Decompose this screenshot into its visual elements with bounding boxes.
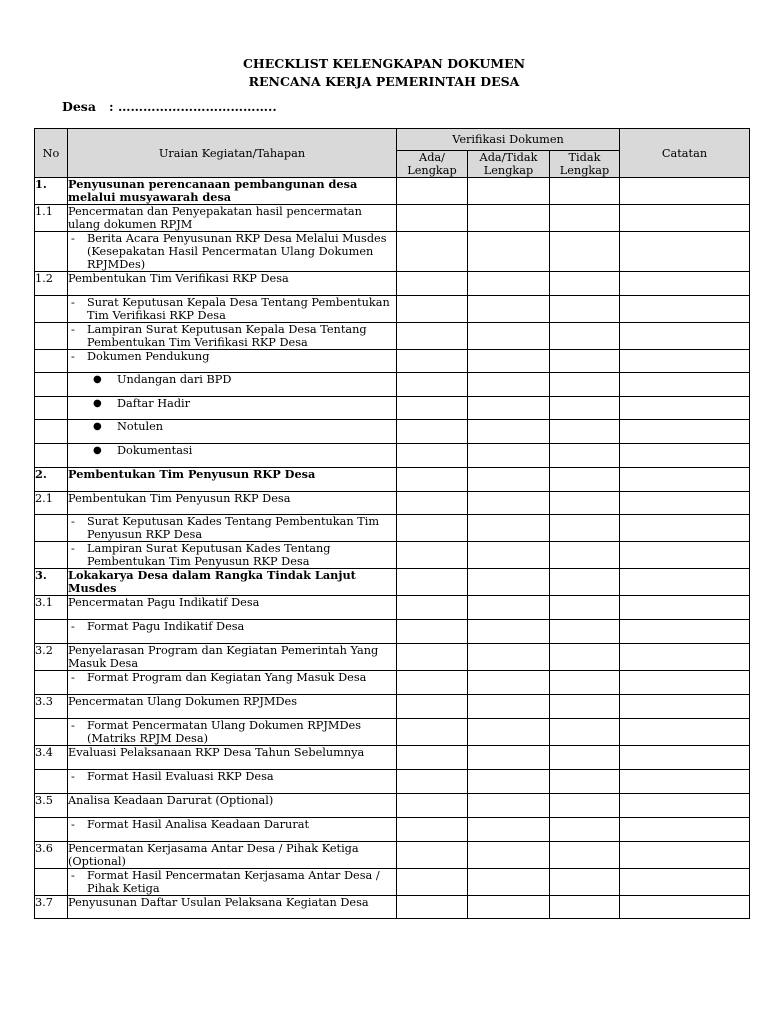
dash-marker: - xyxy=(71,869,75,882)
dash-marker: - xyxy=(71,350,75,363)
tidak-lengkap-cell[interactable] xyxy=(550,542,620,569)
row-description xyxy=(68,296,397,323)
ada-lengkap-cell[interactable] xyxy=(397,842,468,869)
ada-tidak-lengkap-cell[interactable] xyxy=(468,492,550,515)
ada-lengkap-cell[interactable] xyxy=(397,896,468,919)
ada-tidak-lengkap-cell[interactable] xyxy=(468,373,550,397)
ada-lengkap-cell[interactable] xyxy=(397,350,468,373)
ada-tidak-lengkap-cell[interactable] xyxy=(468,644,550,671)
row-description-text: Format Program dan Kegiatan Yang Masuk Desa xyxy=(87,671,367,684)
dash-marker: - xyxy=(71,818,75,831)
document-title-line2: RENCANA KERJA PEMERINTAH DESA xyxy=(248,74,520,89)
catatan-cell[interactable] xyxy=(620,296,750,323)
tidak-lengkap-cell[interactable] xyxy=(550,569,620,596)
catatan-cell[interactable] xyxy=(620,542,750,569)
table-row xyxy=(35,620,750,644)
row-number: 3.1 xyxy=(35,596,68,620)
ada-lengkap-cell[interactable] xyxy=(397,869,468,896)
row-description-text: Notulen xyxy=(117,420,164,433)
ada-tidak-lengkap-cell[interactable] xyxy=(468,770,550,794)
tidak-lengkap-cell[interactable] xyxy=(550,794,620,818)
ada-lengkap-cell[interactable] xyxy=(397,719,468,746)
ada-tidak-lengkap-cell[interactable] xyxy=(468,296,550,323)
row-number: 3.6 xyxy=(35,842,68,869)
bullet-marker: ● xyxy=(93,374,102,385)
ada-lengkap-cell[interactable] xyxy=(397,232,468,272)
row-number: 1. xyxy=(35,178,68,205)
ada-tidak-lengkap-cell[interactable] xyxy=(468,620,550,644)
tidak-lengkap-cell[interactable] xyxy=(550,671,620,695)
row-description: Pencermatan dan Penyepakatan hasil pencermatan ulang dokumen RPJM xyxy=(68,205,397,232)
ada-lengkap-cell[interactable] xyxy=(397,794,468,818)
row-description-text: Surat Keputusan Kades Tentang Pembentukan Tim Penyusun RKP Desa xyxy=(87,515,380,541)
ada-lengkap-cell[interactable] xyxy=(397,620,468,644)
ada-lengkap-cell[interactable] xyxy=(397,770,468,794)
table-row xyxy=(35,444,750,468)
ada-lengkap-cell[interactable] xyxy=(397,205,468,232)
ada-tidak-lengkap-cell[interactable] xyxy=(468,869,550,896)
catatan-cell[interactable] xyxy=(620,492,750,515)
ada-lengkap-cell[interactable] xyxy=(397,515,468,542)
table-row xyxy=(35,644,750,671)
table-row xyxy=(35,178,750,205)
col-header-tidak-lengkap: Tidak Lengkap xyxy=(550,151,620,178)
ada-tidak-lengkap-cell[interactable] xyxy=(468,272,550,296)
row-description: Evaluasi Pelaksanaan RKP Desa Tahun Sebelumnya xyxy=(68,746,397,770)
ada-lengkap-cell[interactable] xyxy=(397,644,468,671)
row-description: Pembentukan Tim Penyusun RKP Desa xyxy=(68,468,397,492)
tidak-lengkap-cell[interactable] xyxy=(550,695,620,719)
row-description xyxy=(68,818,397,842)
ada-lengkap-cell[interactable] xyxy=(397,373,468,397)
ada-lengkap-cell[interactable] xyxy=(397,323,468,350)
catatan-cell[interactable] xyxy=(620,420,750,444)
tidak-lengkap-cell[interactable] xyxy=(550,444,620,468)
row-description-text: Dokumentasi xyxy=(117,444,193,457)
row-description xyxy=(68,444,397,468)
catatan-cell[interactable] xyxy=(620,794,750,818)
table-row xyxy=(35,869,750,896)
desa-separator: : xyxy=(109,99,114,114)
row-description: Pencermatan Pagu Indikatif Desa xyxy=(68,596,397,620)
table-row xyxy=(35,350,750,373)
ada-lengkap-cell[interactable] xyxy=(397,444,468,468)
row-description: Penyusunan Daftar Usulan Pelaksana Kegiatan Desa xyxy=(68,896,397,919)
catatan-cell[interactable] xyxy=(620,770,750,794)
dash-marker: - xyxy=(71,719,75,732)
row-number: 2.1 xyxy=(35,492,68,515)
row-description-text: Daftar Hadir xyxy=(117,397,191,410)
ada-tidak-lengkap-cell[interactable] xyxy=(468,323,550,350)
ada-tidak-lengkap-cell[interactable] xyxy=(468,232,550,272)
table-row xyxy=(35,596,750,620)
table-row xyxy=(35,272,750,296)
row-description: Pembentukan Tim Verifikasi RKP Desa xyxy=(68,272,397,296)
row-number: 3.2 xyxy=(35,644,68,671)
ada-tidak-lengkap-cell[interactable] xyxy=(468,596,550,620)
catatan-cell[interactable] xyxy=(620,671,750,695)
col-header-no: No xyxy=(35,129,68,178)
tidak-lengkap-cell[interactable] xyxy=(550,746,620,770)
ada-tidak-lengkap-cell[interactable] xyxy=(468,397,550,420)
table-row xyxy=(35,205,750,232)
tidak-lengkap-cell[interactable] xyxy=(550,323,620,350)
tidak-lengkap-cell[interactable] xyxy=(550,719,620,746)
catatan-cell[interactable] xyxy=(620,695,750,719)
tidak-lengkap-cell[interactable] xyxy=(550,178,620,205)
bullet-marker: ● xyxy=(93,398,102,409)
tidak-lengkap-cell[interactable] xyxy=(550,842,620,869)
dash-marker: - xyxy=(71,770,75,783)
catatan-cell[interactable] xyxy=(620,896,750,919)
table-row xyxy=(35,569,750,596)
col-header-ada-lengkap: Ada/ Lengkap xyxy=(397,151,468,178)
catatan-cell[interactable] xyxy=(620,272,750,296)
ada-tidak-lengkap-cell[interactable] xyxy=(468,542,550,569)
ada-lengkap-cell[interactable] xyxy=(397,272,468,296)
table-row xyxy=(35,818,750,842)
ada-tidak-lengkap-cell[interactable] xyxy=(468,695,550,719)
catatan-cell[interactable] xyxy=(620,869,750,896)
row-number: 2. xyxy=(35,468,68,492)
row-number: 3. xyxy=(35,569,68,596)
checklist-rows xyxy=(35,178,750,919)
table-row xyxy=(35,373,750,397)
catatan-cell[interactable] xyxy=(620,205,750,232)
table-row xyxy=(35,794,750,818)
ada-lengkap-cell[interactable] xyxy=(397,695,468,719)
catatan-cell[interactable] xyxy=(620,468,750,492)
tidak-lengkap-cell[interactable] xyxy=(550,232,620,272)
ada-tidak-lengkap-cell[interactable] xyxy=(468,205,550,232)
bullet-marker: ● xyxy=(93,445,102,456)
tidak-lengkap-cell[interactable] xyxy=(550,515,620,542)
catatan-cell[interactable] xyxy=(620,350,750,373)
row-description xyxy=(68,542,397,569)
tidak-lengkap-cell[interactable] xyxy=(550,818,620,842)
row-description xyxy=(68,232,397,272)
row-description-text: Format Pencermatan Ulang Dokumen RPJMDes (Matriks RPJM Desa) xyxy=(87,719,362,745)
catatan-cell[interactable] xyxy=(620,397,750,420)
row-number: 1.2 xyxy=(35,272,68,296)
row-description xyxy=(68,620,397,644)
row-description-text: Berita Acara Penyusunan RKP Desa Melalui Musdes (Kesepakatan Hasil Pencermatan Ulang Dokumen RPJMDes) xyxy=(87,232,387,271)
ada-lengkap-cell[interactable] xyxy=(397,492,468,515)
row-number: 3.5 xyxy=(35,794,68,818)
row-description-text: Format Hasil Pencermatan Kerjasama Antar Desa / Pihak Ketiga xyxy=(87,869,380,895)
catatan-cell[interactable] xyxy=(620,178,750,205)
row-description: Penyusunan perencanaan pembangunan desa melalui musyawarah desa xyxy=(68,178,397,205)
dash-marker: - xyxy=(71,515,75,528)
row-description: Lokakarya Desa dalam Rangka Tindak Lanjut Musdes xyxy=(68,569,397,596)
col-header-uraian: Uraian Kegiatan/Tahapan xyxy=(68,129,397,178)
table-row xyxy=(35,468,750,492)
row-number: 3.4 xyxy=(35,746,68,770)
ada-lengkap-cell[interactable] xyxy=(397,569,468,596)
row-description: Pembentukan Tim Penyusun RKP Desa xyxy=(68,492,397,515)
table-row xyxy=(35,896,750,919)
desa-label: Desa xyxy=(62,99,96,114)
tidak-lengkap-cell[interactable] xyxy=(550,644,620,671)
row-description-text: Lampiran Surat Keputusan Kades Tentang Pembentukan Tim Penyusun RKP Desa xyxy=(87,542,331,568)
ada-lengkap-cell[interactable] xyxy=(397,397,468,420)
row-description xyxy=(68,869,397,896)
row-description xyxy=(68,323,397,350)
catatan-cell[interactable] xyxy=(620,842,750,869)
table-row xyxy=(35,719,750,746)
row-description: Analisa Keadaan Darurat (Optional) xyxy=(68,794,397,818)
ada-tidak-lengkap-cell[interactable] xyxy=(468,350,550,373)
table-row xyxy=(35,323,750,350)
bullet-marker: ● xyxy=(93,421,102,432)
desa-value-blank: ……………………………….. xyxy=(117,99,277,114)
ada-tidak-lengkap-cell[interactable] xyxy=(468,444,550,468)
ada-tidak-lengkap-cell[interactable] xyxy=(468,842,550,869)
catatan-cell[interactable] xyxy=(620,644,750,671)
catatan-cell[interactable] xyxy=(620,232,750,272)
table-row xyxy=(35,420,750,444)
row-description-text: Format Pagu Indikatif Desa xyxy=(87,620,245,633)
table-row xyxy=(35,515,750,542)
row-description xyxy=(68,397,397,420)
ada-tidak-lengkap-cell[interactable] xyxy=(468,794,550,818)
tidak-lengkap-cell[interactable] xyxy=(550,869,620,896)
catatan-cell[interactable] xyxy=(620,818,750,842)
row-description xyxy=(68,420,397,444)
ada-lengkap-cell[interactable] xyxy=(397,746,468,770)
checklist-table xyxy=(34,128,750,919)
dash-marker: - xyxy=(71,542,75,555)
catatan-cell[interactable] xyxy=(620,596,750,620)
row-description-text: Format Hasil Analisa Keadaan Darurat xyxy=(87,818,309,831)
ada-tidak-lengkap-cell[interactable] xyxy=(468,896,550,919)
ada-tidak-lengkap-cell[interactable] xyxy=(468,420,550,444)
tidak-lengkap-cell[interactable] xyxy=(550,468,620,492)
row-description xyxy=(68,671,397,695)
ada-tidak-lengkap-cell[interactable] xyxy=(468,671,550,695)
table-row xyxy=(35,746,750,770)
table-row xyxy=(35,232,750,272)
document-title-line1: CHECKLIST KELENGKAPAN DOKUMEN xyxy=(242,56,526,71)
row-description xyxy=(68,350,397,373)
ada-lengkap-cell[interactable] xyxy=(397,420,468,444)
table-row xyxy=(35,770,750,794)
catatan-cell[interactable] xyxy=(620,746,750,770)
ada-lengkap-cell[interactable] xyxy=(397,296,468,323)
row-number: 3.7 xyxy=(35,896,68,919)
tidak-lengkap-cell[interactable] xyxy=(550,420,620,444)
ada-tidak-lengkap-cell[interactable] xyxy=(468,468,550,492)
row-description xyxy=(68,719,397,746)
dash-marker: - xyxy=(71,671,75,684)
tidak-lengkap-cell[interactable] xyxy=(550,492,620,515)
tidak-lengkap-cell[interactable] xyxy=(550,770,620,794)
dash-marker: - xyxy=(71,620,75,633)
ada-tidak-lengkap-cell[interactable] xyxy=(468,719,550,746)
dash-marker: - xyxy=(71,296,75,309)
tidak-lengkap-cell[interactable] xyxy=(550,620,620,644)
table-row xyxy=(35,842,750,869)
tidak-lengkap-cell[interactable] xyxy=(550,373,620,397)
ada-tidak-lengkap-cell[interactable] xyxy=(468,515,550,542)
tidak-lengkap-cell[interactable] xyxy=(550,397,620,420)
row-description: Penyelarasan Program dan Kegiatan Pemerintah Yang Masuk Desa xyxy=(68,644,397,671)
catatan-cell[interactable] xyxy=(620,719,750,746)
row-description xyxy=(68,515,397,542)
catatan-cell[interactable] xyxy=(620,620,750,644)
row-description-text: Dokumen Pendukung xyxy=(87,350,210,363)
row-description-text: Format Hasil Evaluasi RKP Desa xyxy=(87,770,274,783)
catatan-cell[interactable] xyxy=(620,373,750,397)
row-number: 3.3 xyxy=(35,695,68,719)
tidak-lengkap-cell[interactable] xyxy=(550,350,620,373)
row-number: 1.1 xyxy=(35,205,68,232)
table-row xyxy=(35,695,750,719)
catatan-cell[interactable] xyxy=(620,569,750,596)
catatan-cell[interactable] xyxy=(620,323,750,350)
catatan-cell[interactable] xyxy=(620,444,750,468)
row-description: Pencermatan Kerjasama Antar Desa / Pihak Ketiga (Optional) xyxy=(68,842,397,869)
tidak-lengkap-cell[interactable] xyxy=(550,272,620,296)
ada-tidak-lengkap-cell[interactable] xyxy=(468,818,550,842)
col-header-verifikasi: Verifikasi Dokumen xyxy=(397,129,620,151)
row-description-text: Undangan dari BPD xyxy=(117,373,232,386)
table-row xyxy=(35,671,750,695)
table-row xyxy=(35,542,750,569)
dash-marker: - xyxy=(71,323,75,336)
table-row xyxy=(35,397,750,420)
row-description xyxy=(68,373,397,397)
col-header-catatan: Catatan xyxy=(620,129,750,178)
row-description-text: Surat Keputusan Kepala Desa Tentang Pembentukan Tim Verifikasi RKP Desa xyxy=(87,296,390,322)
ada-tidak-lengkap-cell[interactable] xyxy=(468,178,550,205)
ada-tidak-lengkap-cell[interactable] xyxy=(468,746,550,770)
ada-lengkap-cell[interactable] xyxy=(397,818,468,842)
desa-field xyxy=(62,99,277,114)
row-description: Pencermatan Ulang Dokumen RPJMDes xyxy=(68,695,397,719)
table-row xyxy=(35,492,750,515)
catatan-cell[interactable] xyxy=(620,515,750,542)
ada-lengkap-cell[interactable] xyxy=(397,178,468,205)
ada-lengkap-cell[interactable] xyxy=(397,468,468,492)
col-header-ada-tidak-lengkap: Ada/Tidak Lengkap xyxy=(468,151,550,178)
row-description-text: Lampiran Surat Keputusan Kepala Desa Tentang Pembentukan Tim Verifikasi RKP Desa xyxy=(87,323,367,349)
ada-lengkap-cell[interactable] xyxy=(397,596,468,620)
tidak-lengkap-cell[interactable] xyxy=(550,296,620,323)
row-description xyxy=(68,770,397,794)
table-row xyxy=(35,296,750,323)
tidak-lengkap-cell[interactable] xyxy=(550,896,620,919)
ada-lengkap-cell[interactable] xyxy=(397,671,468,695)
tidak-lengkap-cell[interactable] xyxy=(550,596,620,620)
tidak-lengkap-cell[interactable] xyxy=(550,205,620,232)
ada-lengkap-cell[interactable] xyxy=(397,542,468,569)
ada-tidak-lengkap-cell[interactable] xyxy=(468,569,550,596)
dash-marker: - xyxy=(71,232,75,245)
